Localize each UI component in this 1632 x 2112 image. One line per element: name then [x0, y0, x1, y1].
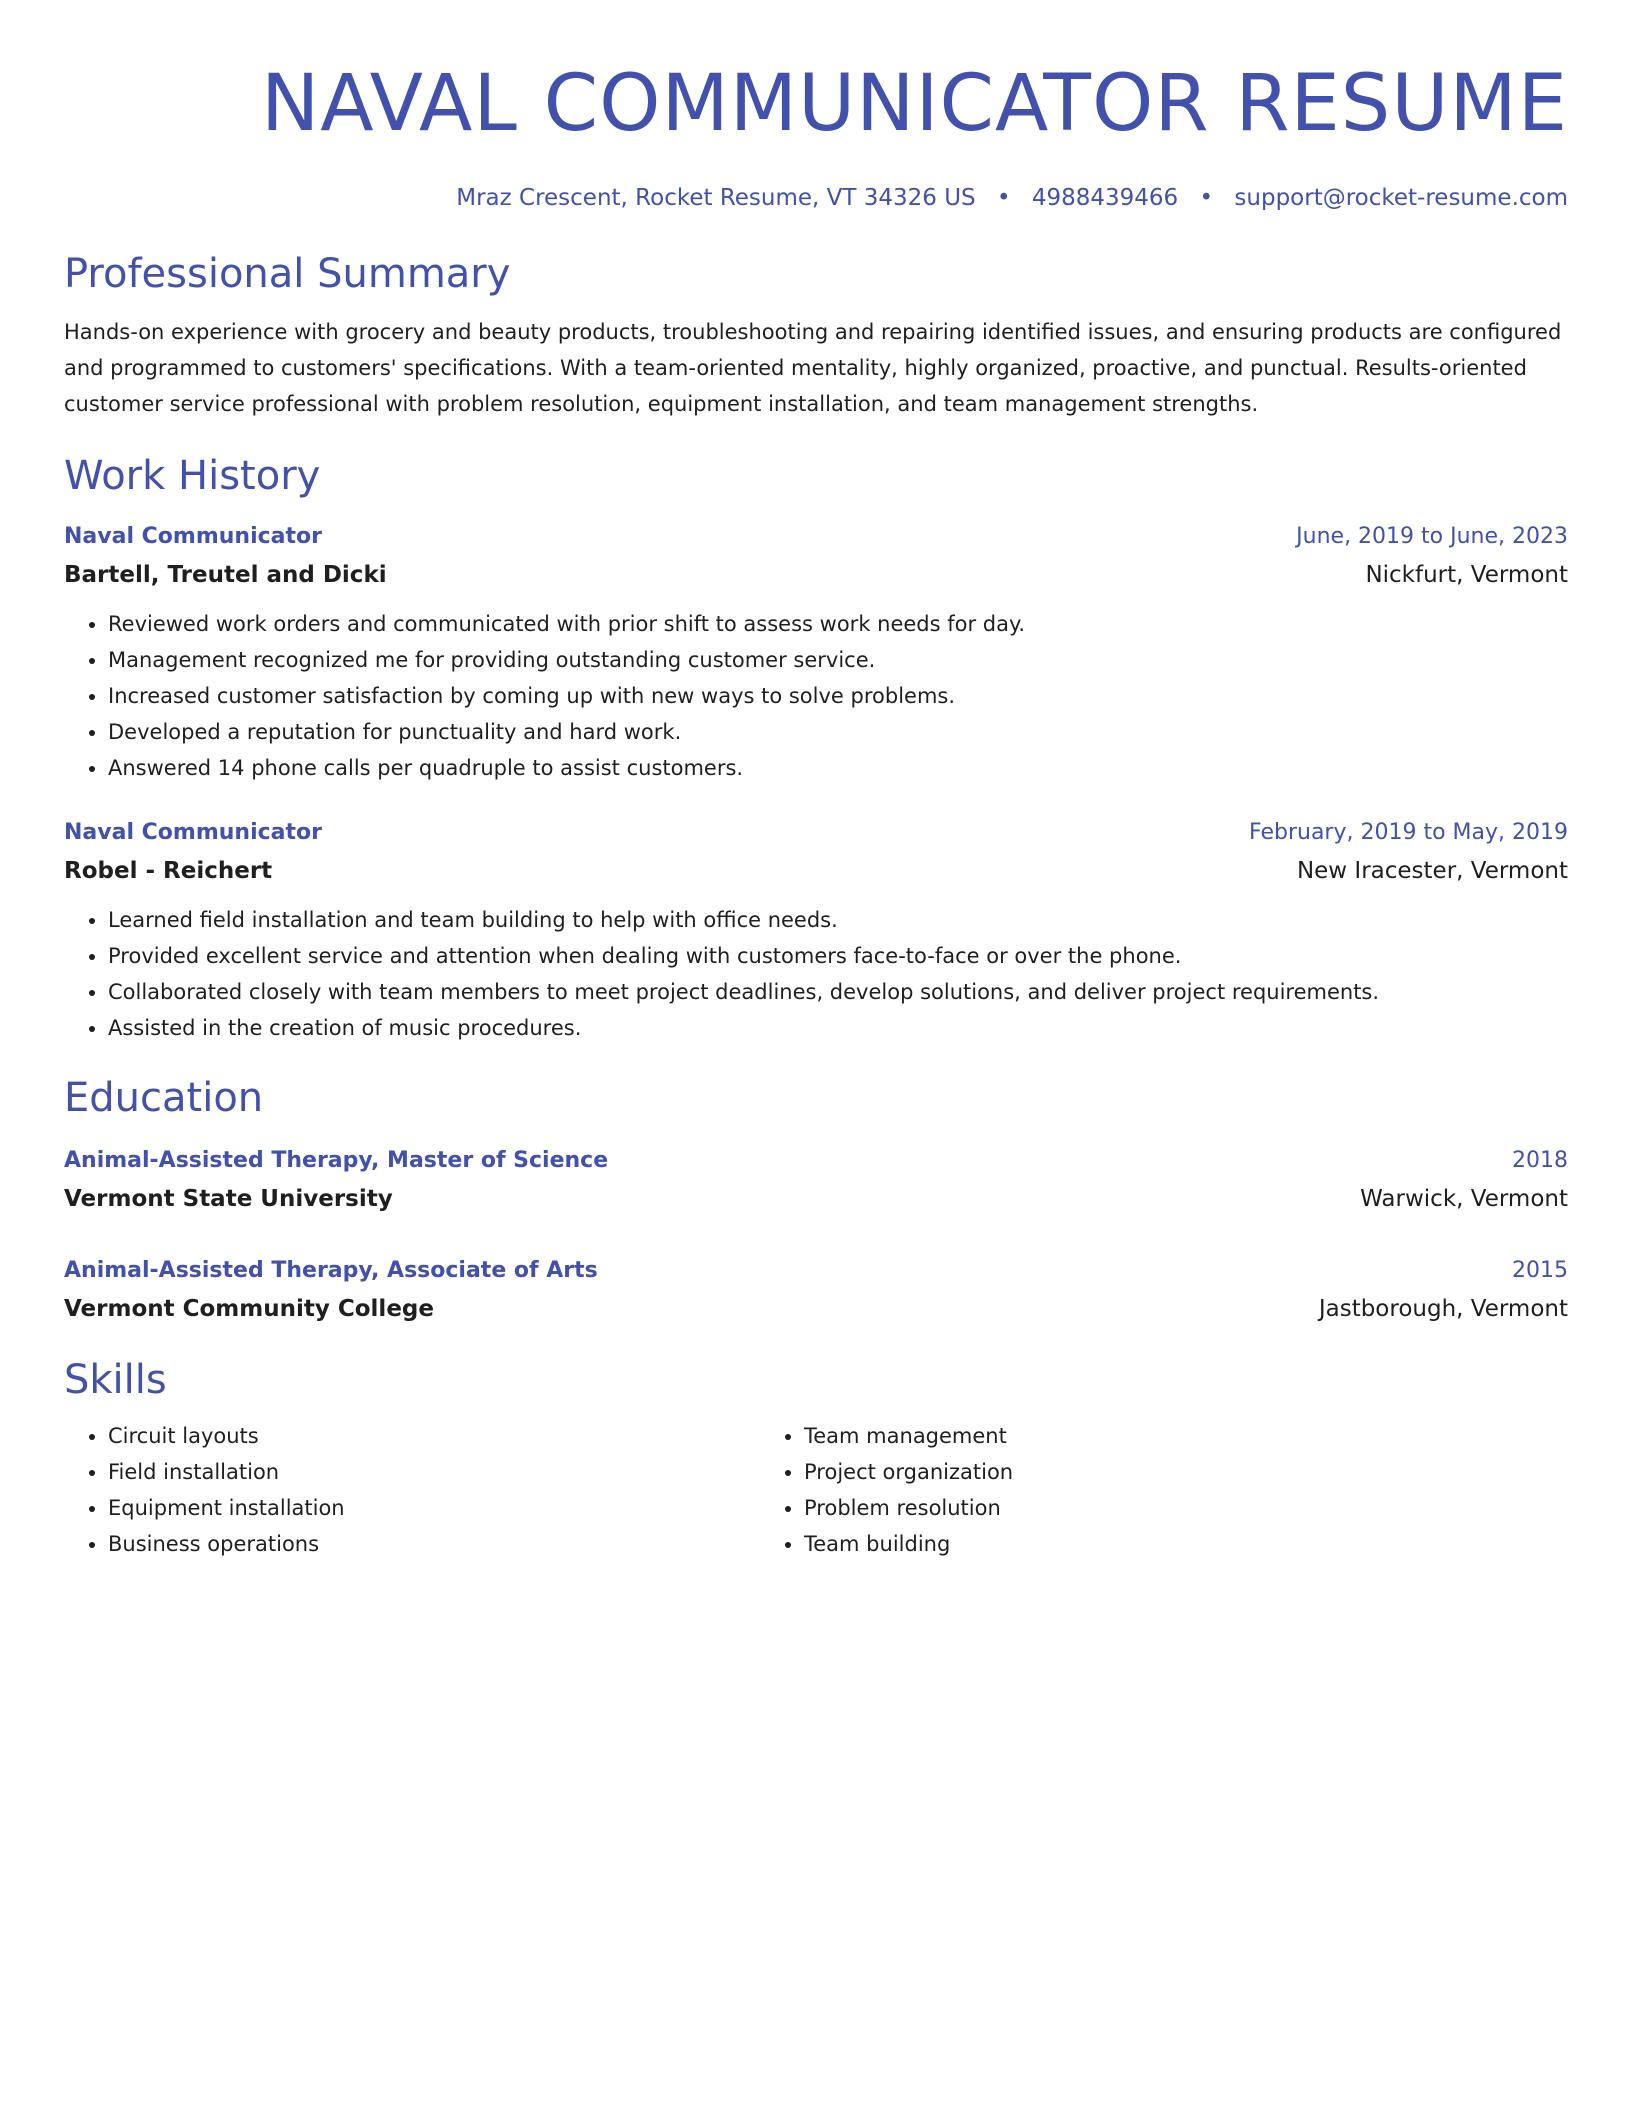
section-title-education: Education [64, 1075, 264, 1121]
job-company: Robel - Reichert [64, 858, 273, 884]
education-degree: Animal-Assisted Therapy, Master of Science [64, 1148, 609, 1173]
contact-separator: • [1199, 185, 1214, 211]
education-year: 2018 [1512, 1148, 1568, 1173]
education-school: Vermont State University [64, 1186, 393, 1212]
skills-column-left [64, 1418, 760, 1562]
skill-item: • Field installation [108, 1454, 760, 1490]
job-bullet: • Provided excellent service and attention when dealing with customers face-to-face or over the phone. [108, 938, 1568, 974]
section-title-skills: Skills [64, 1357, 167, 1403]
job-bullets [64, 606, 1568, 786]
education-location: Jastborough, Vermont [1318, 1296, 1568, 1322]
job-entry [64, 814, 1568, 1046]
job-dates: February, 2019 to May, 2019 [1249, 820, 1568, 845]
job-header-row [64, 518, 1568, 556]
job-bullets [64, 902, 1568, 1046]
contact-line [64, 182, 1568, 214]
job-bullet: • Reviewed work orders and communicated with prior shift to assess work needs for day. [108, 606, 1568, 642]
education-year: 2015 [1512, 1258, 1568, 1283]
education-header-row [64, 1142, 1568, 1180]
education-entry [64, 1142, 1568, 1218]
job-bullet: • Answered 14 phone calls per quadruple to assist customers. [108, 750, 1568, 786]
education-entry [64, 1252, 1568, 1328]
summary-text: Hands-on experience with grocery and beauty products, troubleshooting and repairing identified issues, and ensuring products are configured and programmed to customers' specifications. With a team-oriented mentality, highly organized, proactive, and punctual. Results-oriented customer service professional with problem resolution, equipment installation, and team management strengths. [64, 320, 1562, 416]
skill-item: • Team management [804, 1418, 1456, 1454]
job-bullet: • Learned field installation and team building to help with office needs. [108, 902, 1568, 938]
resume-header [64, 56, 1568, 214]
education-school: Vermont Community College [64, 1296, 434, 1322]
job-company: Bartell, Treutel and Dicki [64, 562, 387, 588]
contact-address: Mraz Crescent, Rocket Resume, VT 34326 US [456, 185, 976, 211]
education-degree: Animal-Assisted Therapy, Associate of Arts [64, 1258, 598, 1283]
education-school-row [64, 1180, 1568, 1218]
job-entry [64, 518, 1568, 786]
resume-title: NAVAL COMMUNICATOR RESUME [260, 59, 1568, 149]
job-bullet: • Collaborated closely with team members to meet project deadlines, develop solutions, and deliver project requirements. [108, 974, 1568, 1010]
contact-phone[interactable]: 4988439466 [1031, 185, 1179, 211]
skill-item: • Circuit layouts [108, 1418, 760, 1454]
skill-item: • Business operations [108, 1526, 760, 1562]
job-location: Nickfurt, Vermont [1365, 562, 1568, 588]
job-company-row [64, 556, 1568, 594]
skills-list [64, 1418, 1568, 1562]
job-role: Naval Communicator [64, 524, 322, 549]
job-bullet: • Developed a reputation for punctuality and hard work. [108, 714, 1568, 750]
section-title-summary: Professional Summary [64, 251, 511, 297]
skill-item: • Team building [804, 1526, 1456, 1562]
job-bullet: • Management recognized me for providing outstanding customer service. [108, 642, 1568, 678]
education-header-row [64, 1252, 1568, 1290]
job-header-row [64, 814, 1568, 852]
skills-column-right [760, 1418, 1456, 1562]
contact-email[interactable]: support@rocket-resume.com [1234, 185, 1568, 211]
education-school-row [64, 1290, 1568, 1328]
job-dates: June, 2019 to June, 2023 [1296, 524, 1568, 549]
job-bullet: • Increased customer satisfaction by coming up with new ways to solve problems. [108, 678, 1568, 714]
education-location: Warwick, Vermont [1360, 1186, 1568, 1212]
job-location: New Iracester, Vermont [1296, 858, 1568, 884]
contact-separator: • [996, 185, 1011, 211]
skill-item: • Equipment installation [108, 1490, 760, 1526]
job-bullet: • Assisted in the creation of music procedures. [108, 1010, 1568, 1046]
job-company-row [64, 852, 1568, 890]
skill-item: • Problem resolution [804, 1490, 1456, 1526]
skill-item: • Project organization [804, 1454, 1456, 1490]
job-role: Naval Communicator [64, 820, 322, 845]
section-title-work-history: Work History [64, 453, 321, 499]
